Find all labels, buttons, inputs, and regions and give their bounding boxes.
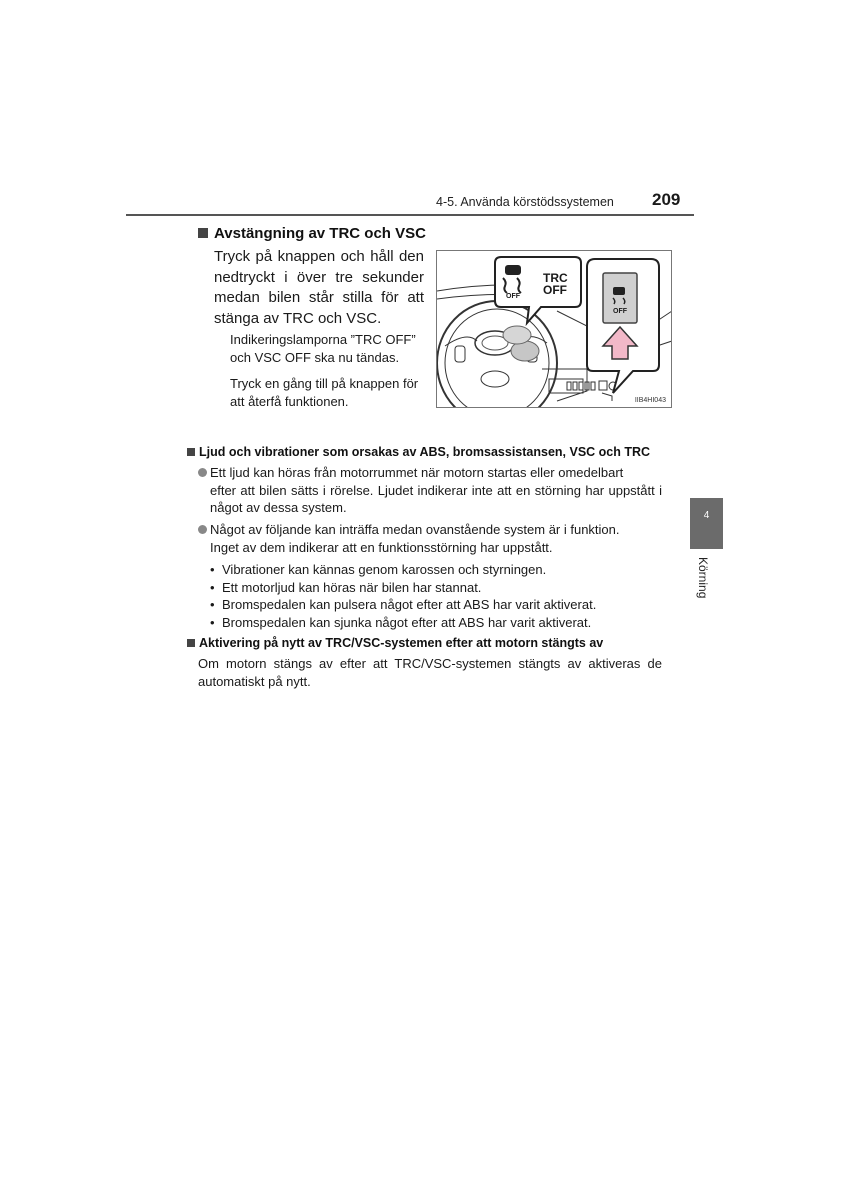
square-bullet-icon (198, 228, 208, 238)
chapter-label: Körning (696, 557, 710, 599)
section1-note2: Tryck en gång till på knappen för att återfå funktionen. (230, 376, 419, 409)
chapter-tab[interactable]: 4 (690, 498, 723, 549)
circle-bullet-icon (198, 468, 207, 477)
square-bullet-icon (187, 639, 195, 647)
list-item: • Ett motorljud kan höras när bilen har stannat. (210, 579, 670, 597)
page-number: 209 (652, 190, 681, 209)
list-item: • Vibrationer kan kännas genom karossen och styrningen. (210, 561, 670, 579)
section1-note1: Indikeringslamporna ”TRC OFF” och VSC OFF ska nu tändas. (230, 332, 416, 365)
section2-title: Ljud och vibrationer som orsakas av ABS, bromsassistansen, VSC och TRC (187, 445, 650, 459)
list-item: • Bromspedalen kan pulsera något efter att ABS har varit aktiverat. (210, 596, 670, 614)
figure-code: IIB4HI043 (634, 397, 666, 404)
off-indicator-label: OFF (543, 283, 567, 297)
square-bullet-icon (187, 448, 195, 456)
steering-wheel-illustration (437, 301, 557, 408)
list-item: • Bromspedalen kan sjunka något efter att ABS har varit aktiverat. (210, 614, 670, 632)
section2-para1: Ett ljud kan höras från motorrummet när motorn startas eller omedelbart efter att bilen sätts i rörelse. Ljudet indikerar inte att en störning har uppstått i något av dessa system. (198, 464, 662, 517)
off-small-label: OFF (506, 293, 520, 300)
header-rule (126, 214, 694, 216)
circle-bullet-icon (198, 525, 207, 534)
trc-indicator-label: TRC (543, 271, 568, 285)
section3-body: Om motorn stängs av efter att TRC/VSC-systemen stängts av aktiveras de automatiskt på nytt. (198, 656, 662, 689)
section2-bullet-list (210, 561, 670, 631)
section2-para2: Något av följande kan inträffa medan ovanstående system är i funktion. Inget av dem indikerar att en funktionsstörning har uppstått. (198, 521, 662, 556)
trc-off-figure (436, 250, 672, 408)
section3-title: Aktivering på nytt av TRC/VSC-systemen efter att motorn stängts av (187, 636, 603, 650)
section1-title: Avstängning av TRC och VSC (198, 225, 426, 242)
section1-body: Tryck på knappen och håll den nedtryckt i över tre sekunder medan bilen står stilla för att stänga av TRC och VSC. (214, 248, 424, 327)
trc-off-button[interactable]: OFF (613, 308, 627, 315)
header-section-title: 4-5. Använda körstödssystemen (436, 195, 614, 209)
